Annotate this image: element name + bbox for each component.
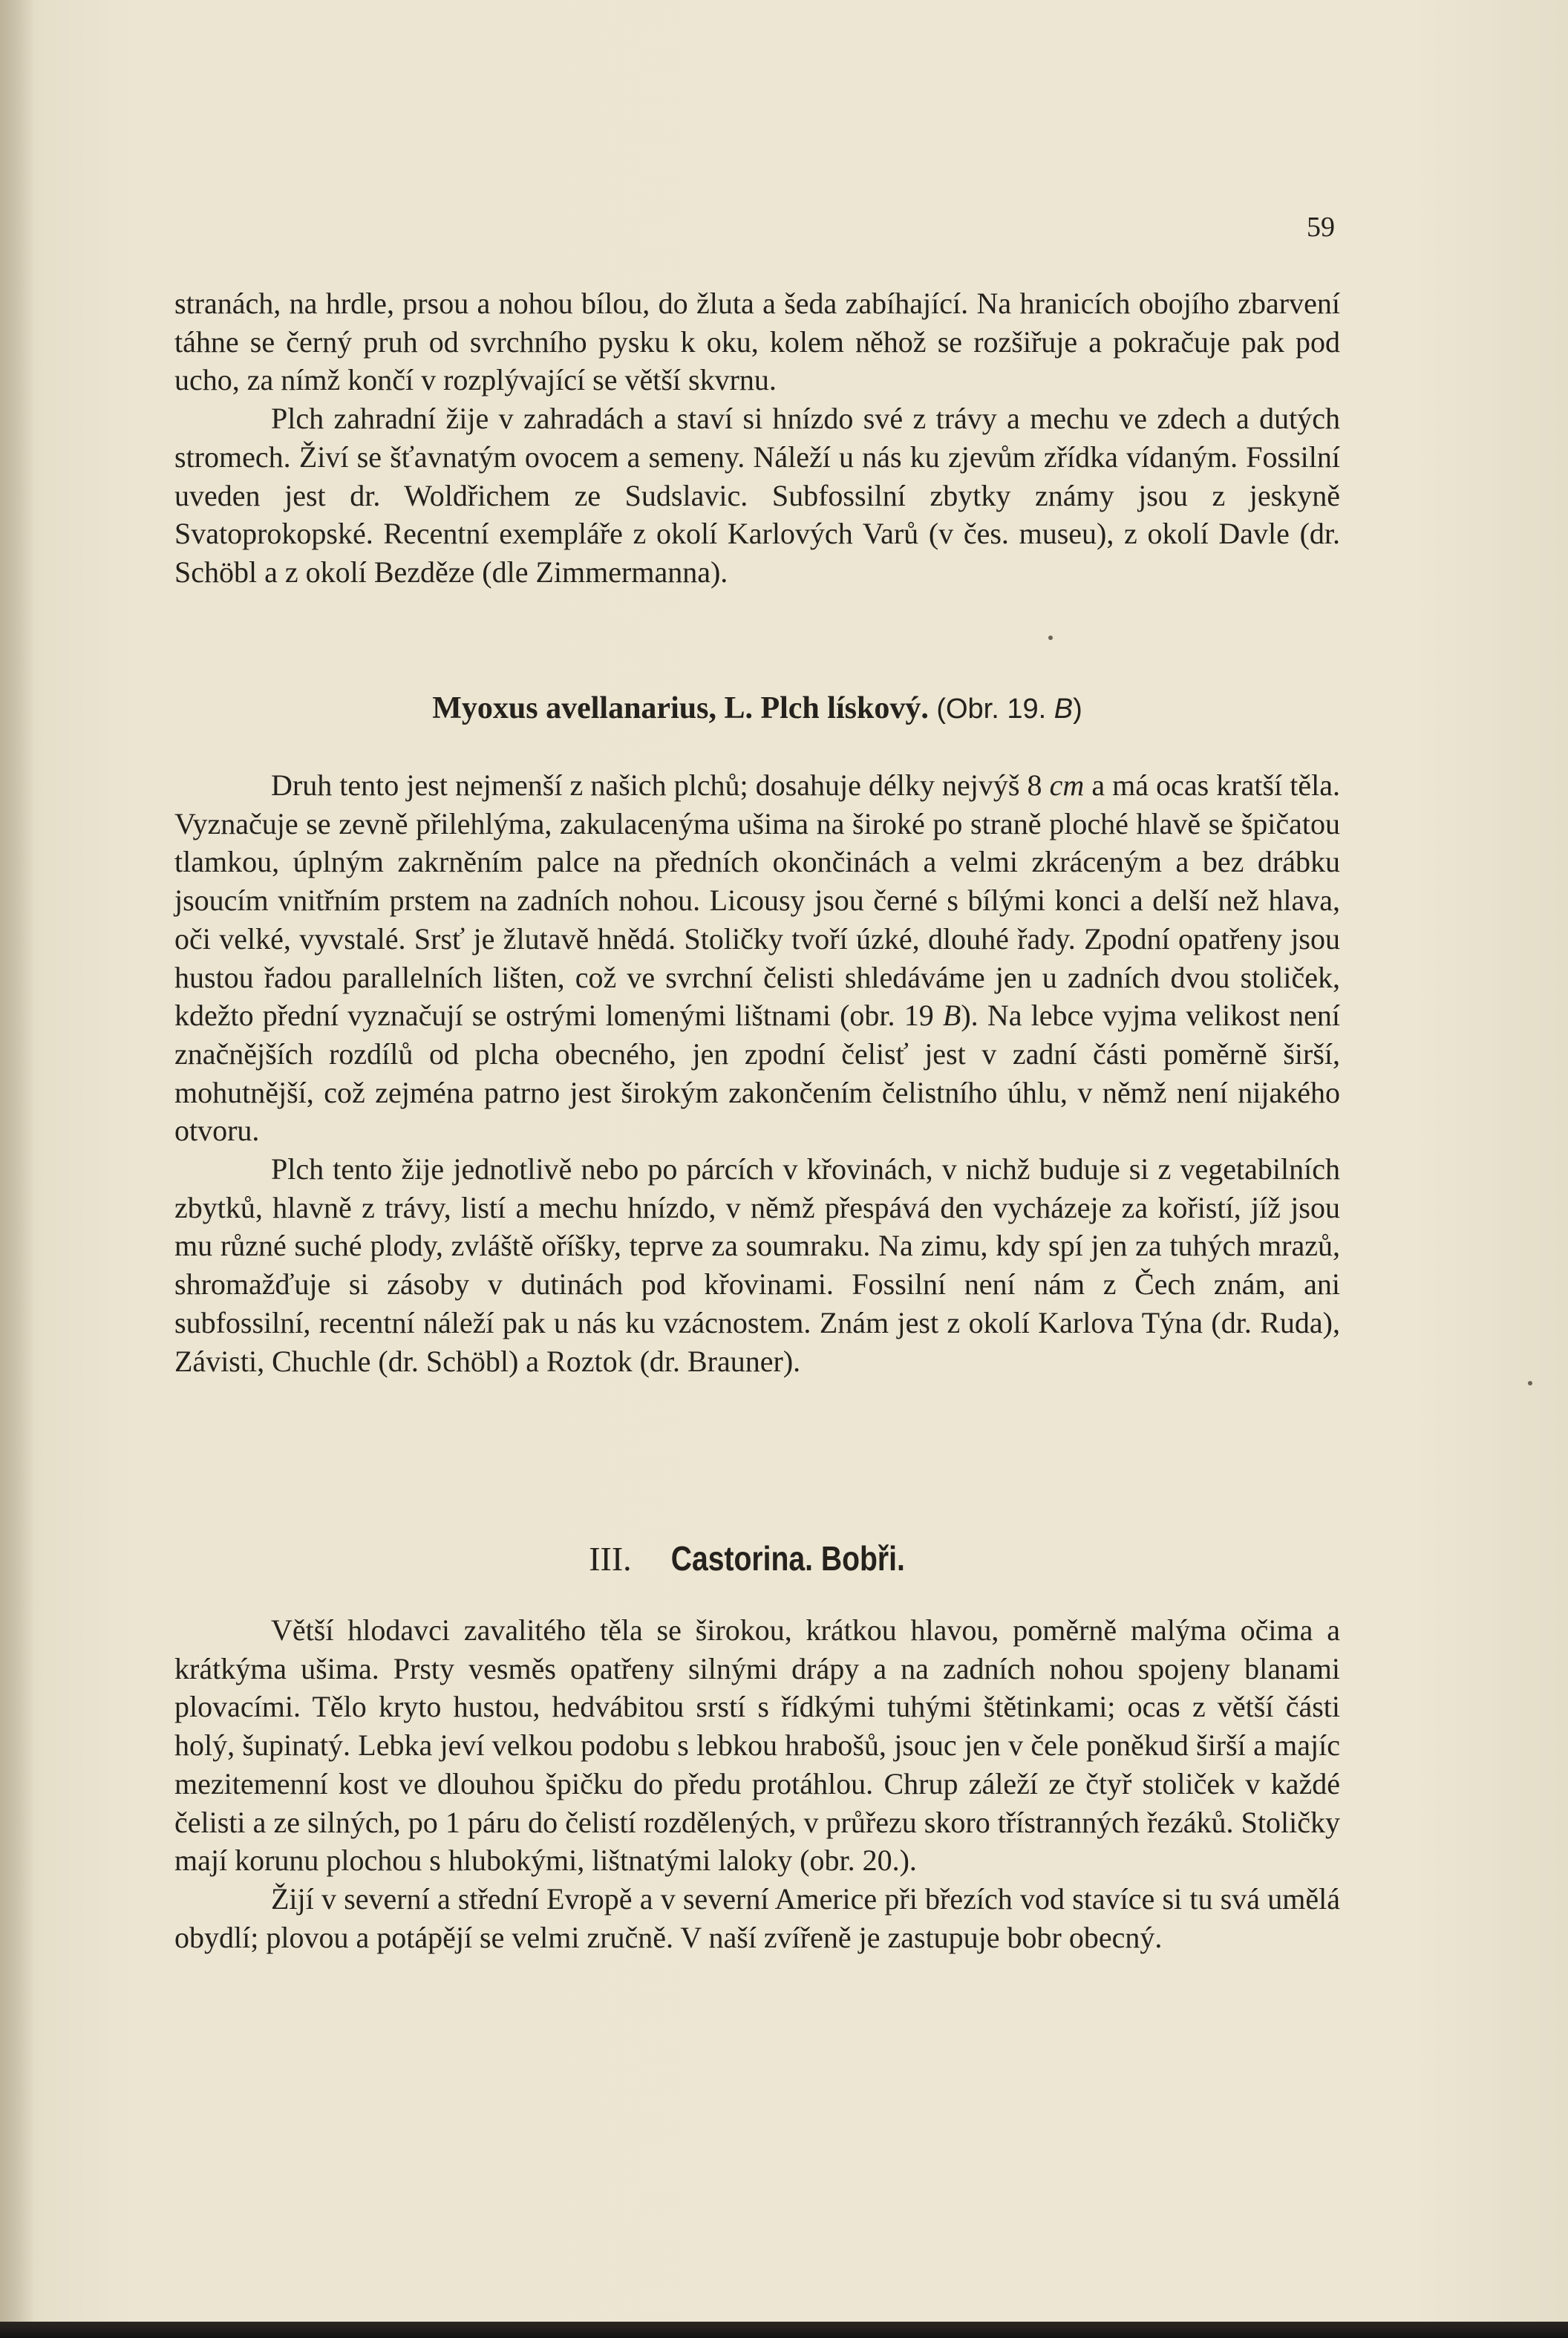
paper-speck [1048, 636, 1053, 640]
paragraph-castorina-description: Větší hlodavci zavalitého těla se širokou, krátkou hlavou, poměrně malýma očima a krátkýma ušima. Prsty vesměs opatřeny silnými drápy a na zadních nohou spojeny blanami plovacími. Tělo kryto hustou, hedvábitou srstí s řídkými tuhými štětinkami; ocas z větší části holý, šupinatý. Lebka jeví velkou podobu s lebkou hrabošů, jsouc jen v čele poněkud širší a majíc mezitemenní kost ve dlouhou špičku do předu protáhlou. Chrup záleží ze čtyř stoliček v každé čelisti a ze silných, po 1 páru do čelistí rozdělených, v průřezu skoro třístranných řezáků. Stoličky mají korunu plochou s hlubokými, lištnatými laloky (obr. 20.). [174, 1613, 1340, 1878]
paragraph-habits: Plch tento žije jednotlivě nebo po párcích v křovinách, v nichž buduje si z vegetabilních zbytků, hlavně z trávy, listí a mechu hnízdo, v němž přespává den vycházeje za kořistí, jíž jsou mu různé suché plody, zvláště oříšky, teprve za soumraku. Na zimu, kdy spí jen za tuhých mrazů, shromažďuje si zásoby v dutinách pod křovinami. Fossilní není nám z Čech znám, ani subfossilní, recentní náleží pak u nás ku vzácnostem. Znám jest z okolí Karlova Týna (dr. Ruda), Závisti, Chuchle (dr. Schöbl) a Roztok (dr. Brauner). [174, 1152, 1340, 1378]
heading-myoxus-avellanarius [174, 689, 1340, 728]
species-name: Myoxus avellanarius, L. Plch lískový. [432, 691, 929, 725]
paragraph-description: Druh tento jest nejmenší z našich plchů; dosahuje délky nejvýš 8 cm a má ocas kratší těla. Vyznačuje se zevně přilehlýma, zakulacenýma ušima na široké po straně ploché hlavě se špičatou tlamkou, úplným zakrněním palce na předních okončinách a velmi zkráceným a bez drábku jsoucím vnitřním prstem na zadních nohou. Licousy jsou černé s bílými konci a delší než hlava, oči velké, vyvstalé. Srsť je žlutavě hnědá. Stoličky tvoří úzké, dlouhé řady. Zpodní opatřeny jsou hustou řadou parallelních lišten, což ve svrchní čelisti shledáváme jen u zadních dvou stoliček, kdežto přední vyznačují se ostrými lomenými lištnami (obr. 19 B). Na lebce vyjma velikost není značnějších rozdílů od plcha obecného, jen zpodní čelisť jest v zadní části poměrně širší, mohutnější, což zejména patrno jest širokým zakončením čelistního úhlu, v němž není nijakého otvoru. [174, 768, 1341, 1148]
paragraph-castorina-distribution: Žijí v severní a střední Evropě a v severní Americe při březích vod stavíce si tu svá umělá obydlí; plovou a potápějí se velmi zručně. V naší zvířeně je zastupuje bobr obecný. [174, 1881, 1340, 1954]
heading-castorina [174, 1538, 1340, 1580]
section-myoxus-avellanarius [174, 766, 1340, 1380]
spine-shadow [0, 0, 34, 2338]
paragraph-habitat: Plch zahradní žije v zahradách a staví si hnízdo své z trávy a mechu ve zdech a dutých stromech. Živí se šťavnatým ovocem a semeny. Náleží u nás ku zjevům zřídka vídaným. Fossilní uveden jest dr. Woldřichem ze Sudslavic. Subfossilní zbytky známy jsou z jeskyně Svatoprokopské. Recentní exempláře z okolí Karlových Varů (v čes. museu), z okolí Davle (dr. Schöbl a z okolí Bezděze (dle Zimmermanna). [174, 402, 1340, 589]
page-bottom-edge [0, 2322, 1568, 2338]
page-number: 59 [1307, 212, 1335, 243]
section-numeral: III. [589, 1540, 632, 1578]
paragraph-coloration: stranách, na hrdle, prsou a nohou bílou, do žluta a šeda zabíhající. Na hranicích obojího zbarvení táhne se černý pruh od svrchního pysku k oku, kolem něhož se rozšiřuje a pokračuje pak pod ucho, za nímž končí v rozplývající se větší skvrnu. [174, 287, 1340, 397]
section-plch-zahradni-continued [174, 284, 1340, 592]
section-castorina [174, 1611, 1340, 1956]
paper-speck [1528, 1381, 1532, 1385]
figure-reference: (Obr. 19. B) [936, 693, 1082, 725]
section-title: Castorina. Bobři. [670, 1539, 905, 1578]
